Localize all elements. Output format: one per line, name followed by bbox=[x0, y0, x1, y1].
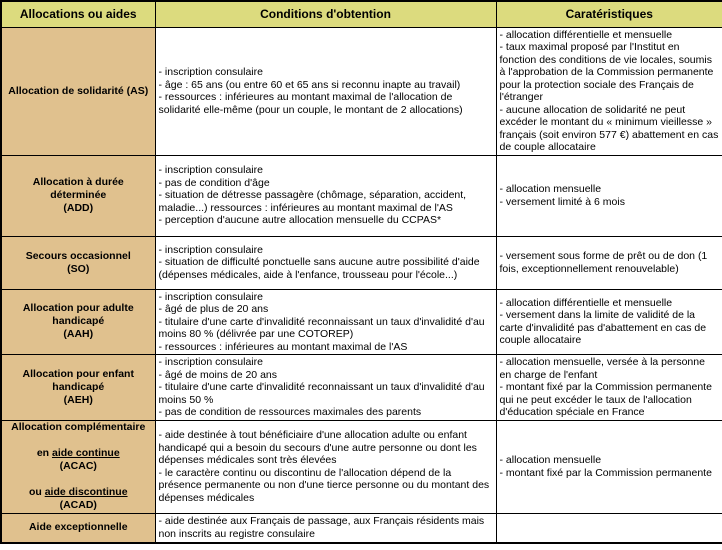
bullet-line: - perception d'aucune autre allocation mensuelle du CCPAS* bbox=[158, 214, 442, 227]
aid-name-line: (ADD) bbox=[63, 202, 94, 214]
bullet-line: - inscription consulaire bbox=[158, 356, 263, 368]
aid-name-line: déterminée bbox=[50, 189, 107, 201]
bullet-line: - taux maximal proposé par l'Institut en fonction des conditions de vie locales, soumis à l'approbation de la Commission permanente pour la protection sociale des Français de l'étranger bbox=[499, 41, 714, 103]
table-body bbox=[1, 27, 722, 543]
aid-name-line: Secours occasionnel bbox=[25, 249, 131, 262]
aid-name-line: Allocation pour enfant bbox=[22, 367, 134, 380]
bullet-line: - montant fixé par la Commission permanente bbox=[499, 466, 712, 479]
bullet-line: - allocation différentielle et mensuelle bbox=[499, 28, 673, 41]
bullet-line: - titulaire d'une carte d'invalidité reconnaissant un taux d'invalidité d'au moins 50 % bbox=[158, 381, 485, 406]
aid-name-line bbox=[4, 473, 153, 486]
bullet-line: - aucune allocation de solidarité ne peut excéder le montant du « minimum vieillesse » français (soit environ 577 €) abattement en cas de couple allocataire bbox=[499, 103, 719, 153]
table-row bbox=[1, 236, 722, 289]
bullet-line: - aide destinée à tout bénéficiaire d'une allocation adulte ou enfant handicapé qui a besoin du secours d'une autre personne ou dont les dépenses médicales sont très élevées bbox=[158, 429, 477, 466]
bullet-line: - allocation mensuelle bbox=[499, 183, 602, 195]
aid-name-line: Aide exceptionnelle bbox=[28, 521, 128, 534]
table-row bbox=[1, 155, 722, 236]
characteristics-cell bbox=[496, 355, 722, 421]
bullet-line: - âge : 65 ans (ou entre 60 et 65 ans si reconnu inapte au travail) bbox=[158, 78, 461, 91]
aid-name-line: Allocation de solidarité (AS) bbox=[8, 84, 149, 97]
aid-name-line bbox=[4, 434, 153, 447]
table-header-row bbox=[1, 1, 722, 27]
bullet-line: - situation de détresse passagère (chômage, séparation, accident, maladie...) ressources : inférieures au montant maximal de l'AS bbox=[158, 189, 467, 214]
aid-name-line: ou aide discontinue bbox=[28, 486, 128, 498]
conditions-cell bbox=[155, 289, 496, 355]
characteristics-cell bbox=[496, 513, 722, 543]
bullet-line: - le caractère continu ou discontinu de l'allocation dépend de la présence permanente ou non d'une tierce personne ou du montant des dépenses médicales bbox=[158, 466, 490, 504]
aid-name-cell bbox=[1, 355, 155, 421]
bullet-line: - pas de condition de ressources maximales des parents bbox=[158, 406, 422, 418]
table-row bbox=[1, 289, 722, 355]
bullet-line: - montant fixé par la Commission permanente qui ne peut excéder le taux de l'allocation d'éducation spéciale en France bbox=[499, 381, 712, 418]
aid-name-line: (ACAC) bbox=[59, 460, 97, 472]
aid-name-line: Allocation pour adulte bbox=[22, 302, 134, 315]
bullet-line: - situation de difficulté ponctuelle sans aucune autre possibilité d'aide (dépenses médicales, aide à l'enfance, trousseau pour l'école...) bbox=[158, 256, 480, 281]
header-allocations-ou-aides: Allocations ou aides bbox=[1, 1, 155, 27]
aid-name-line: Allocation complémentaire bbox=[11, 421, 146, 433]
conditions-cell bbox=[155, 236, 496, 289]
header-caracteristiques: Caratéristiques bbox=[496, 1, 722, 27]
bullet-line: - versement dans la limite de validité de la carte d'invalidité pas d'abattement en cas de couple allocataire bbox=[499, 309, 707, 347]
aid-name-cell bbox=[1, 236, 155, 289]
bullet-line: - allocation mensuelle, versée à la personne en charge de l'enfant bbox=[499, 356, 705, 381]
conditions-cell bbox=[155, 155, 496, 236]
characteristics-cell bbox=[496, 27, 722, 155]
bullet-line: - inscription consulaire bbox=[158, 243, 263, 256]
aid-name-cell bbox=[1, 155, 155, 236]
aid-name-cell bbox=[1, 27, 155, 155]
aid-name-line: (SO) bbox=[67, 262, 90, 275]
aid-name-cell bbox=[1, 513, 155, 543]
bullet-line: - ressources : inférieures au montant maximal de l'allocation de solidarité elle-même (pour un couple, le montant de 2 allocations) bbox=[158, 91, 463, 116]
characteristics-cell bbox=[496, 236, 722, 289]
aid-name-line: (AAH) bbox=[63, 328, 94, 341]
aid-name-line: en aide continue bbox=[36, 447, 120, 459]
header-conditions-obtention: Conditions d'obtention bbox=[155, 1, 496, 27]
table-row bbox=[1, 513, 722, 543]
bullet-line: - allocation mensuelle bbox=[499, 454, 602, 466]
bullet-line: - pas de condition d'âge bbox=[158, 176, 270, 189]
bullet-line: - versement limité à 6 mois bbox=[499, 195, 625, 208]
bullet-line: - ressources : inférieures au montant maximal de l'AS bbox=[158, 340, 408, 353]
bullet-line: - allocation différentielle et mensuelle bbox=[499, 296, 673, 309]
aid-name-cell bbox=[1, 420, 155, 513]
characteristics-cell bbox=[496, 420, 722, 513]
aid-name-cell bbox=[1, 289, 155, 355]
aid-name-line: (AEH) bbox=[63, 393, 93, 406]
table-row bbox=[1, 420, 722, 513]
conditions-cell bbox=[155, 513, 496, 543]
aid-name-line: Allocation à durée bbox=[32, 176, 124, 188]
aid-name-line: handicapé bbox=[52, 380, 105, 393]
conditions-cell bbox=[155, 355, 496, 421]
bullet-line: - aide destinée aux Français de passage, aux Français résidents mais non inscrits au registre consulaire bbox=[158, 515, 485, 540]
characteristics-cell bbox=[496, 155, 722, 236]
bullet-line: - inscription consulaire bbox=[158, 290, 263, 303]
characteristics-cell bbox=[496, 289, 722, 355]
table-row bbox=[1, 355, 722, 421]
table-row bbox=[1, 27, 722, 155]
conditions-cell bbox=[155, 27, 496, 155]
bullet-line: - âgé de moins de 20 ans bbox=[158, 368, 277, 381]
bullet-line: - titulaire d'une carte d'invalidité reconnaissant un taux d'invalidité d'au moins 80 % (délivrée par une COTOREP) bbox=[158, 315, 485, 340]
conditions-cell bbox=[155, 420, 496, 513]
aid-name-line: (ACAD) bbox=[59, 499, 97, 511]
bullet-line: - inscription consulaire bbox=[158, 164, 263, 177]
bullet-line: - inscription consulaire bbox=[158, 66, 263, 78]
bullet-line: - versement sous forme de prêt ou de don (1 fois, exceptionnellement renouvelable) bbox=[499, 250, 708, 275]
aid-name-line: handicapé bbox=[52, 315, 105, 328]
bullet-line: - âgé de plus de 20 ans bbox=[158, 303, 269, 315]
